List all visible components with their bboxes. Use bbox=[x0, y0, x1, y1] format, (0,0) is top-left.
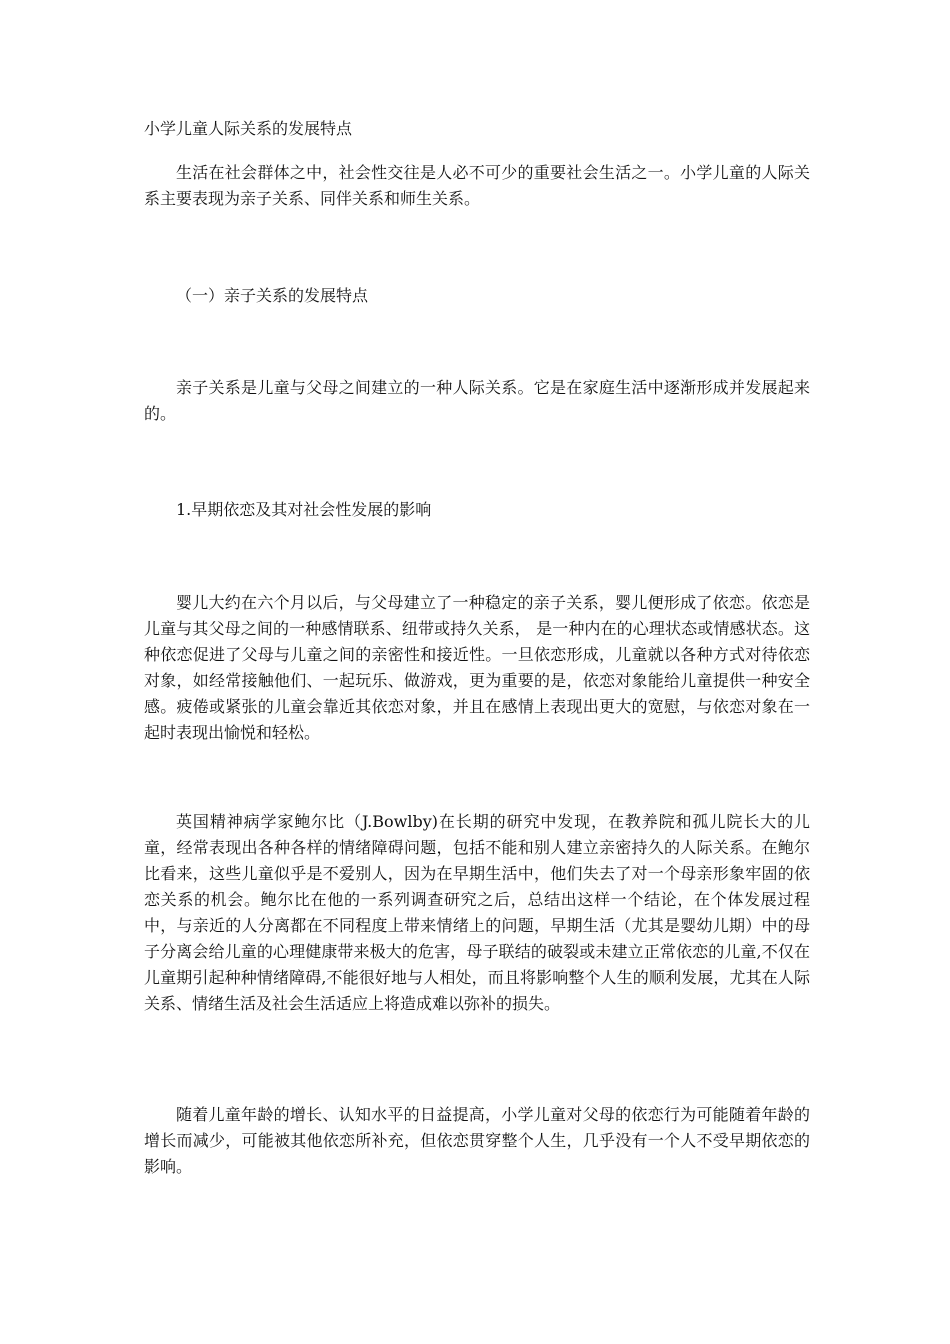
age-development-paragraph: 随着儿童年龄的增长、认知水平的日益提高，小学儿童对父母的依恋行为可能随着年龄的增长而减少，可能被其他依恋所补充，但依恋贯穿整个人生，几乎没有一个人不受早期依恋的影响。 bbox=[144, 1105, 810, 1176]
intro-paragraph: 生活在社会群体之中，社会性交往是人必不可少的重要社会生活之一。小学儿童的人际关系主要表现为亲子关系、同伴关系和师生关系。 bbox=[144, 163, 810, 208]
section-heading-parent-child: （一）亲子关系的发展特点 bbox=[176, 286, 369, 305]
parent-child-paragraph: 亲子关系是儿童与父母之间建立的一种人际关系。它是在家庭生活中逐渐形成并发展起来的。 bbox=[144, 378, 810, 423]
document-title: 小学儿童人际关系的发展特点 bbox=[144, 119, 353, 138]
bowlby-research-paragraph: 英国精神病学家鲍尔比（J.Bowlby)在长期的研究中发现，在教养院和孤儿院长大的儿童，经常表现出各种各样的情绪障碍问题，包括不能和别人建立亲密持久的人际关系。在鲍尔比看来，这些儿童似乎是不爱别人，因为在早期生活中，他们失去了对一个母亲形象牢固的依恋关系的机会。鲍尔比在他的一系列调查研究之后，总结出这样一个结论，在个体发展过程中，与亲近的人分离都在不同程度上带来情绪上的问题，早期生活（尤其是婴幼儿期）中的母子分离会给儿童的心理健康带来极大的危害，母子联结的破裂或未建立正常依恋的儿童,不仅在儿童期引起种种情绪障碍,不能很好地与人相处，而且将影响整个人生的顺利发展，尤其在人际关系、情绪生活及社会生活适应上将造成难以弥补的损失。 bbox=[144, 812, 810, 1013]
infant-attachment-paragraph: 婴儿大约在六个月以后，与父母建立了一种稳定的亲子关系，婴儿便形成了依恋。依恋是儿童与其父母之间的一种感情联系、纽带或持久关系， 是一种内在的心理状态或情感状态。这种依恋促进了父母与儿童之间的亲密性和接近性。一旦依恋形成，儿童就以各种方式对待依恋对象，如经常接触他们、一起玩乐、做游戏，更为重要的是，依恋对象能给儿童提供一种安全感。疲倦或紧张的儿童会靠近其依恋对象，并且在感情上表现出更大的宽慰，与依恋对象在一起时表现出愉悦和轻松。 bbox=[144, 593, 810, 742]
subsection-heading-early-attachment: 1.早期依恋及其对社会性发展的影响 bbox=[176, 500, 432, 519]
